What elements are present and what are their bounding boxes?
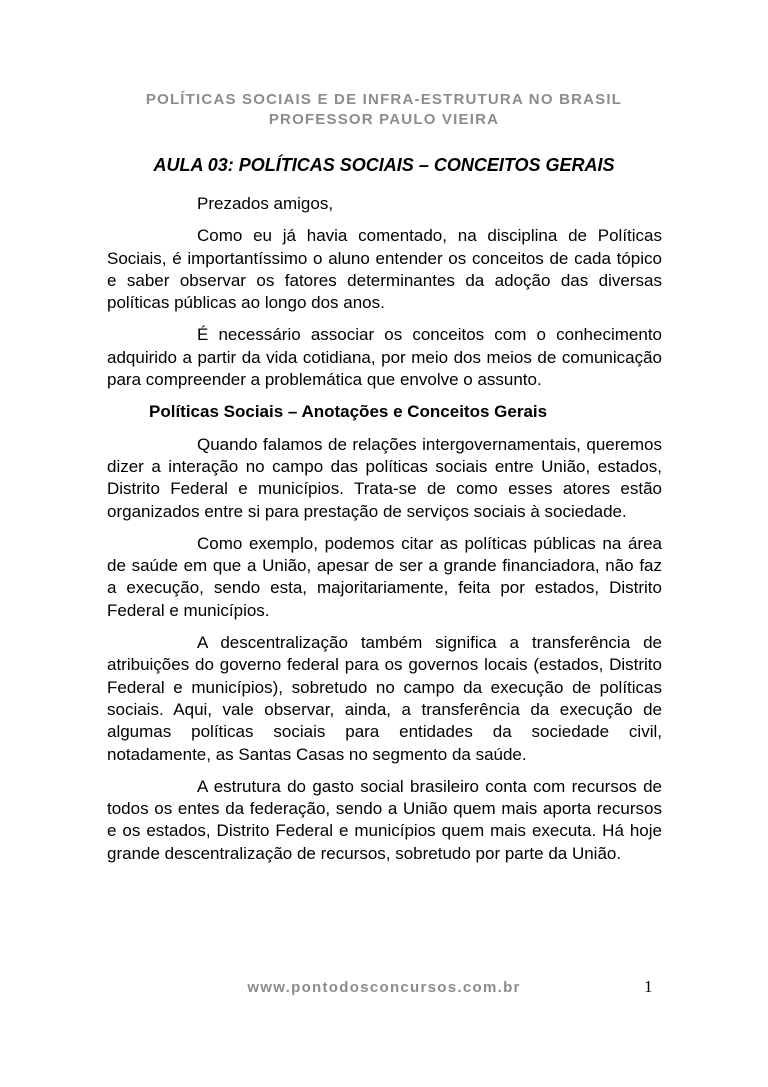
- section-paragraph-2: Como exemplo, podemos citar as políticas públicas na área de saúde em que a União, apesar de ser a grande financiadora, não faz a execução, sendo esta, majoritariamente, feita por estados, Distrito Federal e municípios.: [107, 533, 662, 620]
- footer-website-link[interactable]: www.pontodosconcursos.com.br: [247, 979, 521, 996]
- page-number: 1: [644, 977, 653, 996]
- page-header: [0, 90, 768, 130]
- intro-paragraph-1: Como eu já havia comentado, na disciplina de Políticas Sociais, é importantíssimo o aluno entender os conceitos de cada tópico e saber observar os fatores determinantes da adoção das diversas políticas públicas ao longo dos anos.: [107, 226, 662, 313]
- section-paragraph-4: A estrutura do gasto social brasileiro conta com recursos de todos os entes da federação, sendo a União quem mais aporta recursos e os estados, Distrito Federal e municípios quem mais executa. Há hoje grande descentralização de recursos, sobretudo por parte da União.: [107, 776, 662, 863]
- lesson-title: AULA 03: POLÍTICAS SOCIAIS – CONCEITOS GERAIS: [153, 155, 615, 175]
- intro-paragraph-2: É necessário associar os conceitos com o conhecimento adquirido a partir da vida cotidiana, por meio dos meios de comunicação para compreender a problemática que envolve o assunto.: [107, 325, 662, 390]
- header-course-title: POLÍTICAS SOCIAIS E DE INFRA-ESTRUTURA NO BRASIL: [145, 91, 623, 108]
- section-heading: Políticas Sociais – Anotações e Conceitos Gerais: [149, 402, 548, 422]
- section-paragraph-3: A descentralização também significa a transferência de atribuições do governo federal para os governos locais (estados, Distrito Federal e municípios), sobretudo no campo da execução de políticas sociais. Aqui, vale observar, ainda, a transferência da execução de algumas políticas sociais para entidades da sociedade civil, notadamente, as Santas Casas no segmento da saúde.: [107, 633, 662, 764]
- greeting: Prezados amigos,: [197, 194, 334, 213]
- document-body: [107, 193, 662, 875]
- header-professor: PROFESSOR PAULO VIEIRA: [268, 111, 500, 128]
- section-paragraph-1: Quando falamos de relações intergovernamentais, queremos dizer a interação no campo das políticas sociais entre União, estados, Distrito Federal e municípios. Trata-se de como esses atores estão organizados entre si para prestação de serviços sociais à sociedade.: [107, 434, 662, 521]
